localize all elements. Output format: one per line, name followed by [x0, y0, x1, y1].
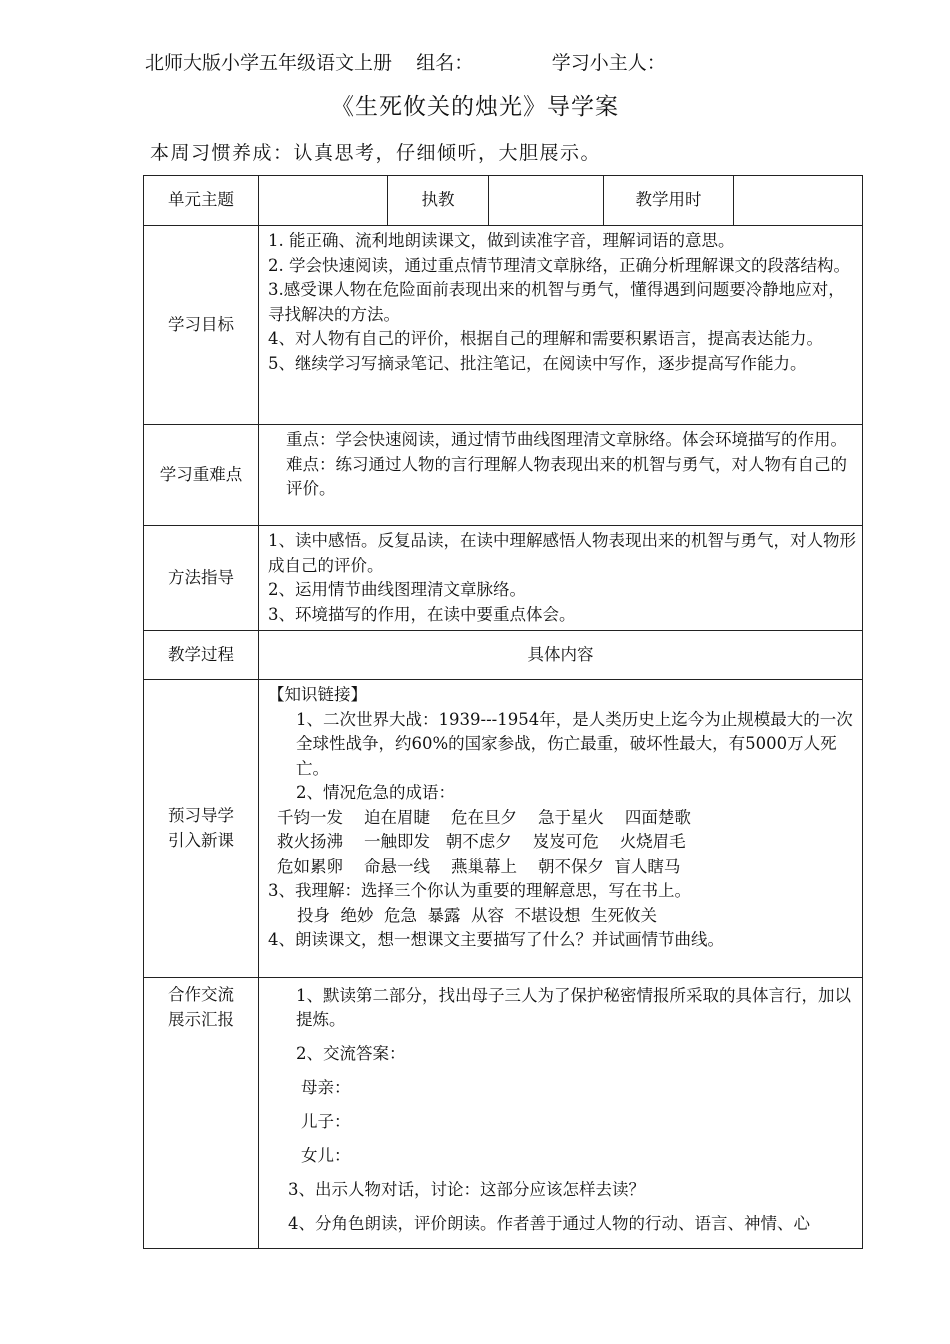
- goal-item: 5、继续学习写摘录笔记、批注笔记，在阅读中写作，逐步提高写作能力。: [268, 353, 807, 373]
- keypoints-row: [144, 425, 863, 526]
- daughter-answer: 女儿：: [301, 1146, 351, 1165]
- method-label: 方法指导: [144, 526, 259, 631]
- process-row: [144, 631, 863, 680]
- mother-answer: 母亲：: [301, 1078, 351, 1097]
- idiom-row: 救火扬沸 一触即发 朝不虑夕 岌岌可危 火烧眉毛: [277, 832, 686, 851]
- unit-theme-value: [259, 176, 388, 226]
- method-item: 3、环境描写的作用，在读中要重点体会。: [268, 604, 576, 624]
- vocabulary-list: 投身 绝妙 危急 暴露 从容 不堪设想 生死攸关: [297, 905, 657, 925]
- document-header: [145, 48, 666, 75]
- goals-content: [259, 226, 863, 425]
- goals-label: 学习目标: [144, 226, 259, 425]
- coop-item: 3、出示人物对话，讨论：这部分应该怎样去读？: [288, 1180, 645, 1199]
- goal-item: 2. 学会快速阅读，通过重点情节理清文章脉络，正确分析理解课文的段落结构。: [268, 255, 850, 275]
- group-label: 组名：: [416, 52, 474, 74]
- method-row: [144, 526, 863, 631]
- teaching-time-value: [734, 176, 863, 226]
- idiom-row: 千钧一发 迫在眉睫 危在旦夕 急于星火 四面楚歌: [277, 807, 691, 827]
- preview-label: 预习导学 引入新课: [144, 680, 259, 978]
- content-heading: 具体内容: [259, 631, 863, 680]
- preview-item: 3、我理解：选择三个你认为重要的理解意思，写在书上。: [268, 881, 691, 900]
- weekly-habit: 本周习惯养成：认真思考，仔细倾听，大胆展示。: [150, 142, 602, 164]
- goal-item: 3.感受课人物在危险面前表现出来的机智与勇气，懂得遇到问题要冷静地应对，寻找解决的方法。: [268, 280, 845, 324]
- teaching-time-label: 教学用时: [604, 176, 734, 226]
- coop-label: 合作交流 展示汇报: [144, 978, 259, 1249]
- goals-row: [144, 226, 863, 425]
- teacher-value: [489, 176, 604, 226]
- difficulty-item: 难点：练习通过人物的言行理解人物表现出来的机智与勇气，对人物有自己的评价。: [286, 454, 847, 498]
- coop-row: [144, 978, 863, 1249]
- knowledge-link-heading: 【知识链接】: [268, 685, 367, 704]
- document-title: 《生死攸关的烛光》导学案: [331, 94, 619, 120]
- method-item: 2、运用情节曲线图理清文章脉络。: [268, 580, 526, 599]
- goal-item: 1. 能正确、流利地朗读课文，做到读准字音，理解词语的意思。: [268, 231, 735, 250]
- idiom-row: 危如累卵 命悬一线 燕巢幕上 朝不保夕 盲人瞎马: [277, 856, 681, 876]
- unit-theme-label: 单元主题: [144, 176, 259, 226]
- goal-item: 4、对人物有自己的评价，根据自己的理解和需要积累语言，提高表达能力。: [268, 329, 823, 348]
- host-label: 学习小主人：: [551, 52, 666, 74]
- meta-row: [144, 176, 863, 226]
- preview-item: 4、朗读课文，想一想课文主要描写了什么？并试画情节曲线。: [268, 930, 724, 949]
- coop-item: 2、交流答案：: [296, 1044, 406, 1063]
- son-answer: 儿子：: [301, 1112, 351, 1131]
- course-name: 北师大版小学五年级语文上册: [145, 52, 393, 74]
- preview-item: 1、二次世界大战：1939---1954年，是人类历史上迄今为止规模最大的一次全球性战争，约60%的国家参战，伤亡最重，破坏性最大，有5000万人死亡。: [296, 709, 853, 778]
- study-guide-table: [143, 175, 863, 1249]
- method-item: 1、读中感悟。反复品读，在读中理解感悟人物表现出来的机智与勇气，对人物形成自己的评价。: [268, 531, 856, 575]
- teacher-label: 执教: [388, 176, 489, 226]
- process-label: 教学过程: [144, 631, 259, 680]
- keypoint-item: 重点：学会快速阅读，通过情节曲线图理清文章脉络。体会环境描写的作用。: [286, 430, 847, 449]
- preview-item: 2、情况危急的成语：: [296, 783, 455, 802]
- preview-content: [259, 680, 863, 978]
- method-content: [259, 526, 863, 631]
- preview-row: [144, 680, 863, 978]
- coop-content: [259, 978, 863, 1249]
- keypoints-content: [259, 425, 863, 526]
- keypoints-label: 学习重难点: [144, 425, 259, 526]
- coop-item: 1、默读第二部分，找出母子三人为了保护秘密情报所采取的具体言行，加以提炼。: [296, 986, 851, 1029]
- coop-item: 4、分角色朗读，评价朗读。作者善于通过人物的行动、语言、神情、心: [288, 1214, 810, 1233]
